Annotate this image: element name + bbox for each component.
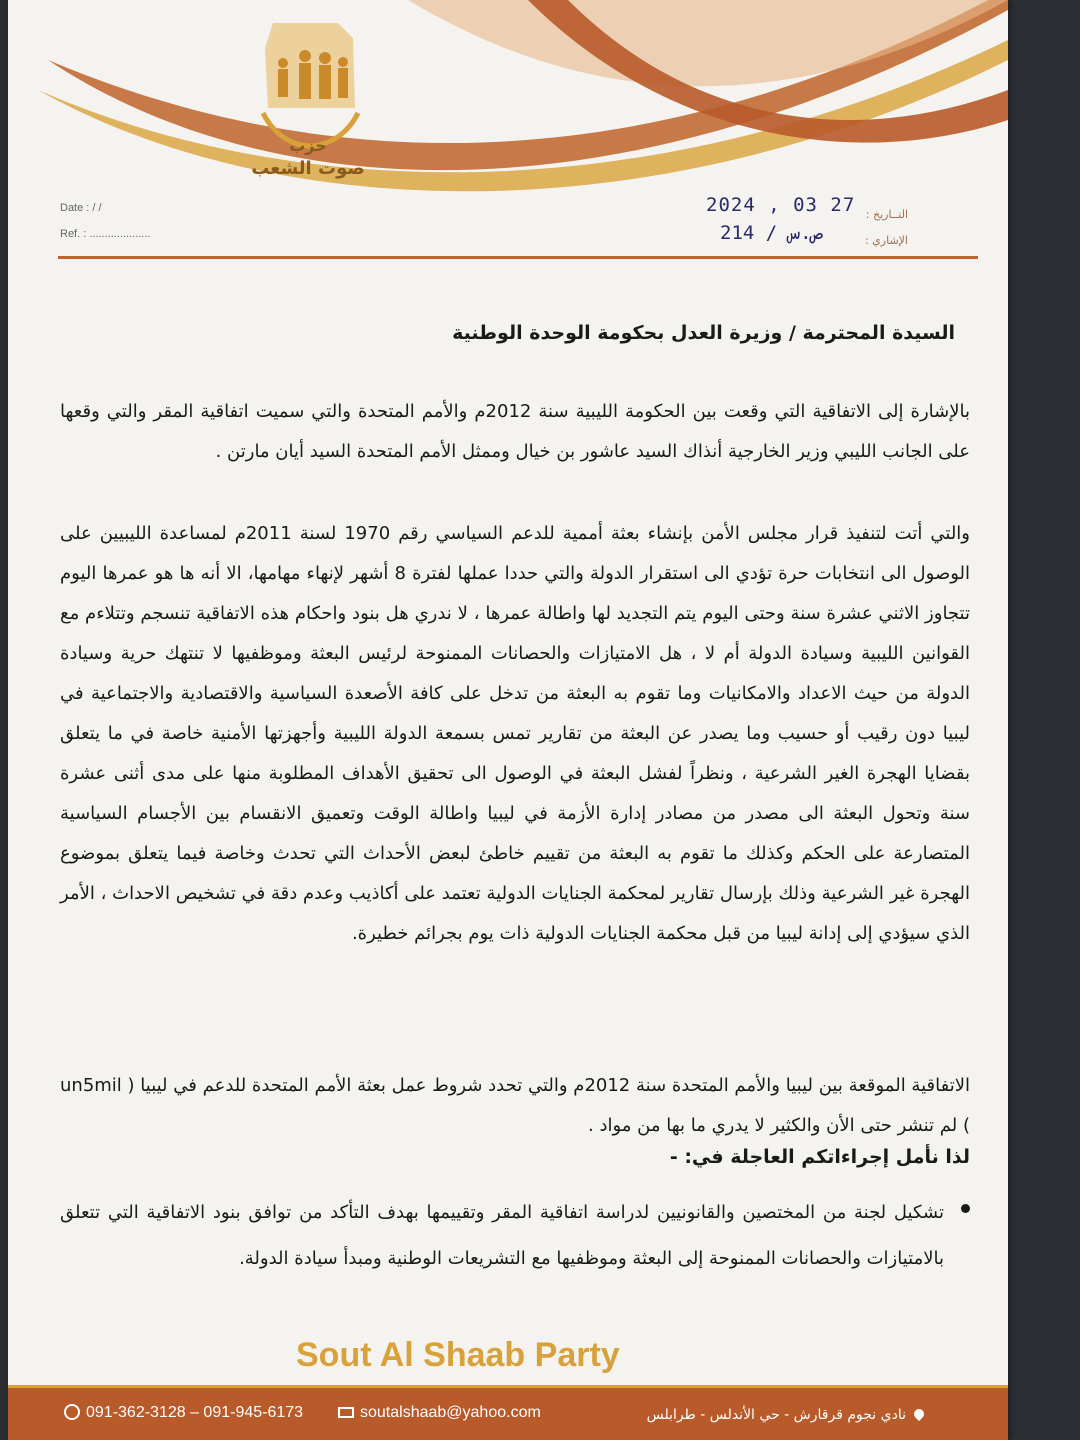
mail-icon: [338, 1407, 354, 1418]
bullet-text: تشكيل لجنة من المختصين والقانونيين لدراسة اتفاقية المقر وتقييمها بهدف التأكد من توافق بنود الاتفاقية التي تتعلق بالامتيازات والحصانات الممنوحة إلى البعثة وموظفيها مع التشريعات الوطنية ومبدأ سيادة الدولة.: [60, 1202, 944, 1269]
location-pin-icon: [912, 1407, 926, 1421]
footer-bar: [8, 1385, 1008, 1440]
paragraph-1: بالإشارة إلى الاتفاقية التي وقعت بين الحكومة الليبية سنة 2012م والأمم المتحدة والتي سميت اتفاقية المقر والتي وقعها على الجانب الليبي وزير الخارجية أنذاك السيد عاشور بن خيال وممثل الأمم المتحدة السيد أيان مارتن .: [60, 401, 970, 462]
handwritten-date: 2024 , 03 27: [706, 194, 856, 216]
paragraph-3: الاتفاقية الموقعة بين ليبيا والأمم المتحدة سنة 2012م والتي تحدد شروط عمل بعثة الأمم المتحدة للدعم في ليبيا ( un5mil ) لم تنشر حتى الأن والكثير لا يدري ما بها من مواد .: [60, 1075, 970, 1136]
date-label-en: Date : / /: [60, 202, 102, 214]
party-name-en: Sout Al Shaab Party: [296, 1336, 620, 1374]
ref-label-ar: الإشاري :: [864, 234, 908, 247]
paragraph-2: والتي أتت لتنفيذ قرار مجلس الأمن بإنشاء بعثة أممية للدعم السياسي رقم 1970 لسنة 2011م لمساعدة الليبيين على الوصول الى انتخابات حرة تؤدي الى استقرار الدولة والتي حددا عملها لفترة 8 أشهر لإنهاء مهامها، الا أنه ها هو عمرها اليوم تتجاوز الاثني عشرة سنة وحتى اليوم يتم التجديد لها واطالة عمرها ، لا ندري هل بنود واحكام هذه الاتفاقية تنسجم وتتلاءم مع القوانين الليبية وسيادة الدولة أم لا ، هل الامتيازات والحصانات الممنوحة لرئيس البعثة وموظفيها لا تنتهك حرية وسيادة الدولة من حيث الاعداد والامكانيات وما تقوم به البعثة من تدخل على كافة الأصعدة السياسية والاقتصادية والاجتماعية في ليبيا دون رقيب أو حسيب وما يصدر عن البعثة من تقارير تمس بسمعة الدولة الليبية وأجهزتها الأمنية خاصة في ما يتعلق بقضايا الهجرة الغير الشرعية ، ونظراً لفشل البعثة في الوصول الى تحقيق الأهداف المطلوبة منها على مدى أثنى عشرة سنة وتحول البعثة الى مصدر من مصادر إدارة الأزمة في ليبيا واطالة الوقت وتعميق الانقسام بين الأجسام السياسية المتصارعة على الحكم وكذلك ما تقوم به البعثة من تقييم خاطئ لبعض الأحداث التي تحدث وخاصة فيما يتعلق بموضوع الهجرة غير الشرعية وذلك بإرسال تقارير لمحكمة الجنايات الدولية تعتمد على أكاذيب وعدم دقة في تشخيص الاحداث ، الأمر الذي سيؤدي إلى إدانة ليبيا من قبل محكمة الجنايات الدولية ذات يوم بجرائم خطيرة.: [60, 523, 971, 944]
footer-address: [647, 1407, 924, 1423]
action-heading: لذا نأمل إجراءاتكم العاجلة في: -: [669, 1146, 970, 1168]
salutation: السيدة المحترمة / وزيرة العدل بحكومة الوحدة الوطنية: [452, 322, 955, 344]
logo-party-word: حزب: [289, 136, 327, 155]
bullet-dot-icon: [961, 1204, 970, 1213]
handwritten-ref: 214 / ص.س: [720, 222, 823, 244]
phone-icon: [64, 1404, 80, 1420]
address-text: نادي نجوم قرقارش - حي الأندلس - طرابلس: [646, 1407, 906, 1423]
header-divider: [58, 256, 978, 259]
bullet-item: [60, 1190, 970, 1282]
logo-party-name: صوت الشعب: [251, 158, 365, 179]
email-address: soutalshaab@yahoo.com: [360, 1404, 541, 1421]
letterhead-swoosh-graphic: [8, 0, 1008, 230]
footer-email: [338, 1404, 541, 1422]
letter-page: [8, 0, 1008, 1440]
footer-phones: [64, 1404, 303, 1422]
date-label-ar: التــاريخ :: [865, 208, 908, 221]
phone-numbers: 091-362-3128 – 091-945-6173: [86, 1404, 304, 1421]
ref-label-en: Ref. : ....................: [60, 228, 151, 240]
